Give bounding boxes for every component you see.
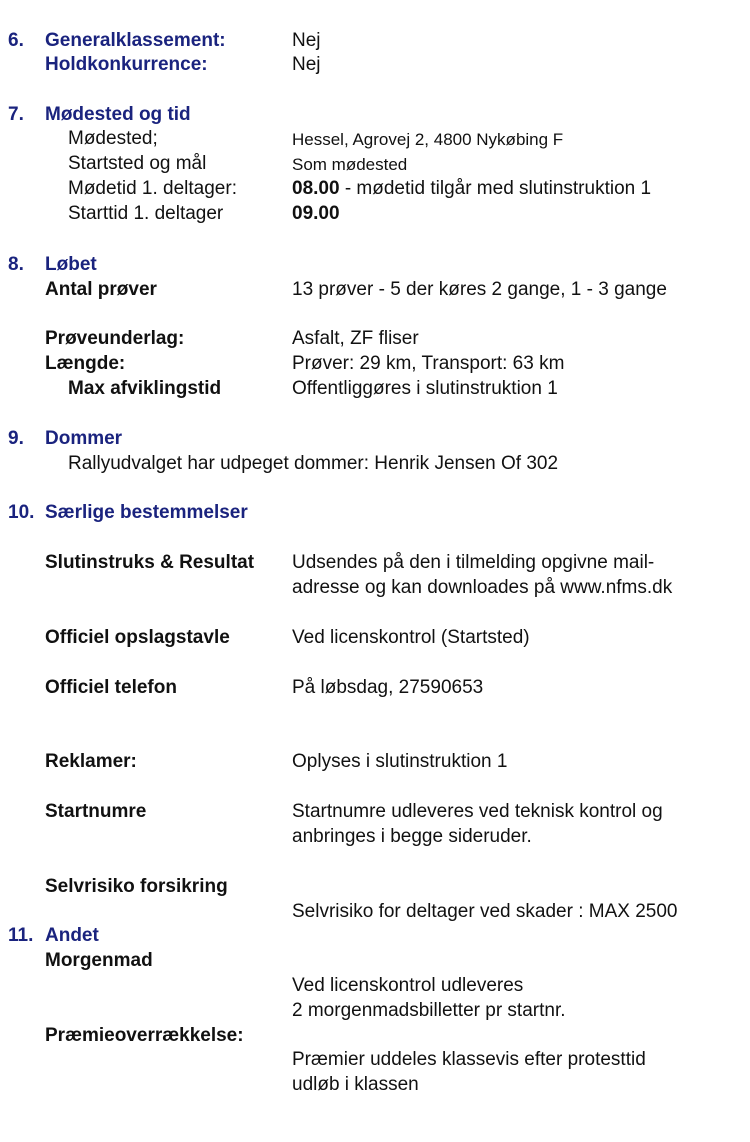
morgenmad-line-1: Ved licenskontrol udleveres	[292, 975, 524, 996]
startnumre-label: Startnumre	[45, 801, 147, 822]
section-6-number: 6.	[8, 30, 24, 51]
praemieoverraekkelse-label: Præmieoverrækkelse:	[45, 1025, 244, 1046]
max-afviklingstid-value: Offentliggøres i slutinstruktion 1	[292, 378, 558, 399]
generalklassement-label: Generalklassement:	[45, 30, 226, 51]
section-11-title: Andet	[45, 925, 99, 946]
generalklassement-value: Nej	[292, 30, 321, 51]
slutinstruks-label: Slutinstruks & Resultat	[45, 552, 255, 573]
modested-value: Hessel, Agrovej 2, 4800 Nykøbing F	[292, 130, 564, 149]
reklamer-label: Reklamer:	[45, 751, 137, 772]
starttid-value: 09.00	[292, 203, 340, 224]
dommer-text: Rallyudvalget har udpeget dommer: Henrik Jensen Of 302	[68, 453, 559, 474]
section-9-title: Dommer	[45, 428, 123, 449]
startnumre-line-1: Startnumre udleveres ved teknisk kontrol og	[292, 801, 663, 822]
slutinstruks-line-1: Udsendes på den i tilmelding opgivne mail-	[292, 552, 655, 573]
section-10-number: 10.	[8, 502, 35, 523]
modetid-value	[292, 176, 651, 201]
startsted-value: Som mødested	[292, 155, 408, 174]
slutinstruks-line-2: adresse og kan downloades på www.nfms.dk	[292, 577, 673, 598]
section-11-number: 11.	[8, 925, 34, 946]
holdkonkurrence-value: Nej	[292, 54, 321, 75]
laengde-value: Prøver: 29 km, Transport: 63 km	[292, 353, 565, 374]
proveunderlag-value: Asfalt, ZF fliser	[292, 328, 419, 349]
morgenmad-line-2: 2 morgenmadsbilletter pr startnr.	[292, 1000, 566, 1021]
antal-prover-value: 13 prøver - 5 der køres 2 gange, 1 - 3 gange	[292, 279, 667, 300]
section-9-number: 9.	[8, 428, 24, 449]
selvrisiko-label: Selvrisiko forsikring	[45, 876, 228, 897]
antal-prover-label: Antal prøver	[45, 279, 157, 300]
section-8-number: 8.	[8, 254, 24, 275]
laengde-label: Længde:	[45, 353, 126, 374]
opslagstavle-label: Officiel opslagstavle	[45, 627, 230, 648]
modetid-time: 08.00	[292, 178, 340, 199]
max-afviklingstid-label: Max afviklingstid	[68, 378, 222, 399]
telefon-value: På løbsdag, 27590653	[292, 677, 484, 698]
startnumre-line-2: anbringes i begge sideruder.	[292, 826, 532, 847]
morgenmad-label: Morgenmad	[45, 950, 153, 971]
proveunderlag-label: Prøveunderlag:	[45, 328, 185, 349]
modetid-label: Mødetid 1. deltager:	[68, 178, 237, 199]
telefon-label: Officiel telefon	[45, 677, 177, 698]
holdkonkurrence-label: Holdkonkurrence:	[45, 54, 208, 75]
opslagstavle-value: Ved licenskontrol (Startsted)	[292, 627, 530, 648]
section-8-title: Løbet	[45, 254, 97, 275]
section-7-number: 7.	[8, 104, 24, 125]
startsted-label: Startsted og mål	[68, 153, 207, 174]
section-7-title: Mødested og tid	[45, 104, 191, 125]
reklamer-value: Oplyses i slutinstruktion 1	[292, 751, 508, 772]
modetid-note: - mødetid tilgår med slutinstruktion 1	[339, 178, 652, 199]
praemie-line-2: udløb i klassen	[292, 1074, 419, 1095]
section-10-title: Særlige bestemmelser	[45, 502, 248, 523]
praemie-line-1: Præmier uddeles klassevis efter protesttid	[292, 1049, 646, 1070]
modested-label: Mødested;	[68, 128, 158, 149]
starttid-label: Starttid 1. deltager	[68, 203, 224, 224]
selvrisiko-value: Selvrisiko for deltager ved skader : MAX 2500	[292, 901, 678, 922]
